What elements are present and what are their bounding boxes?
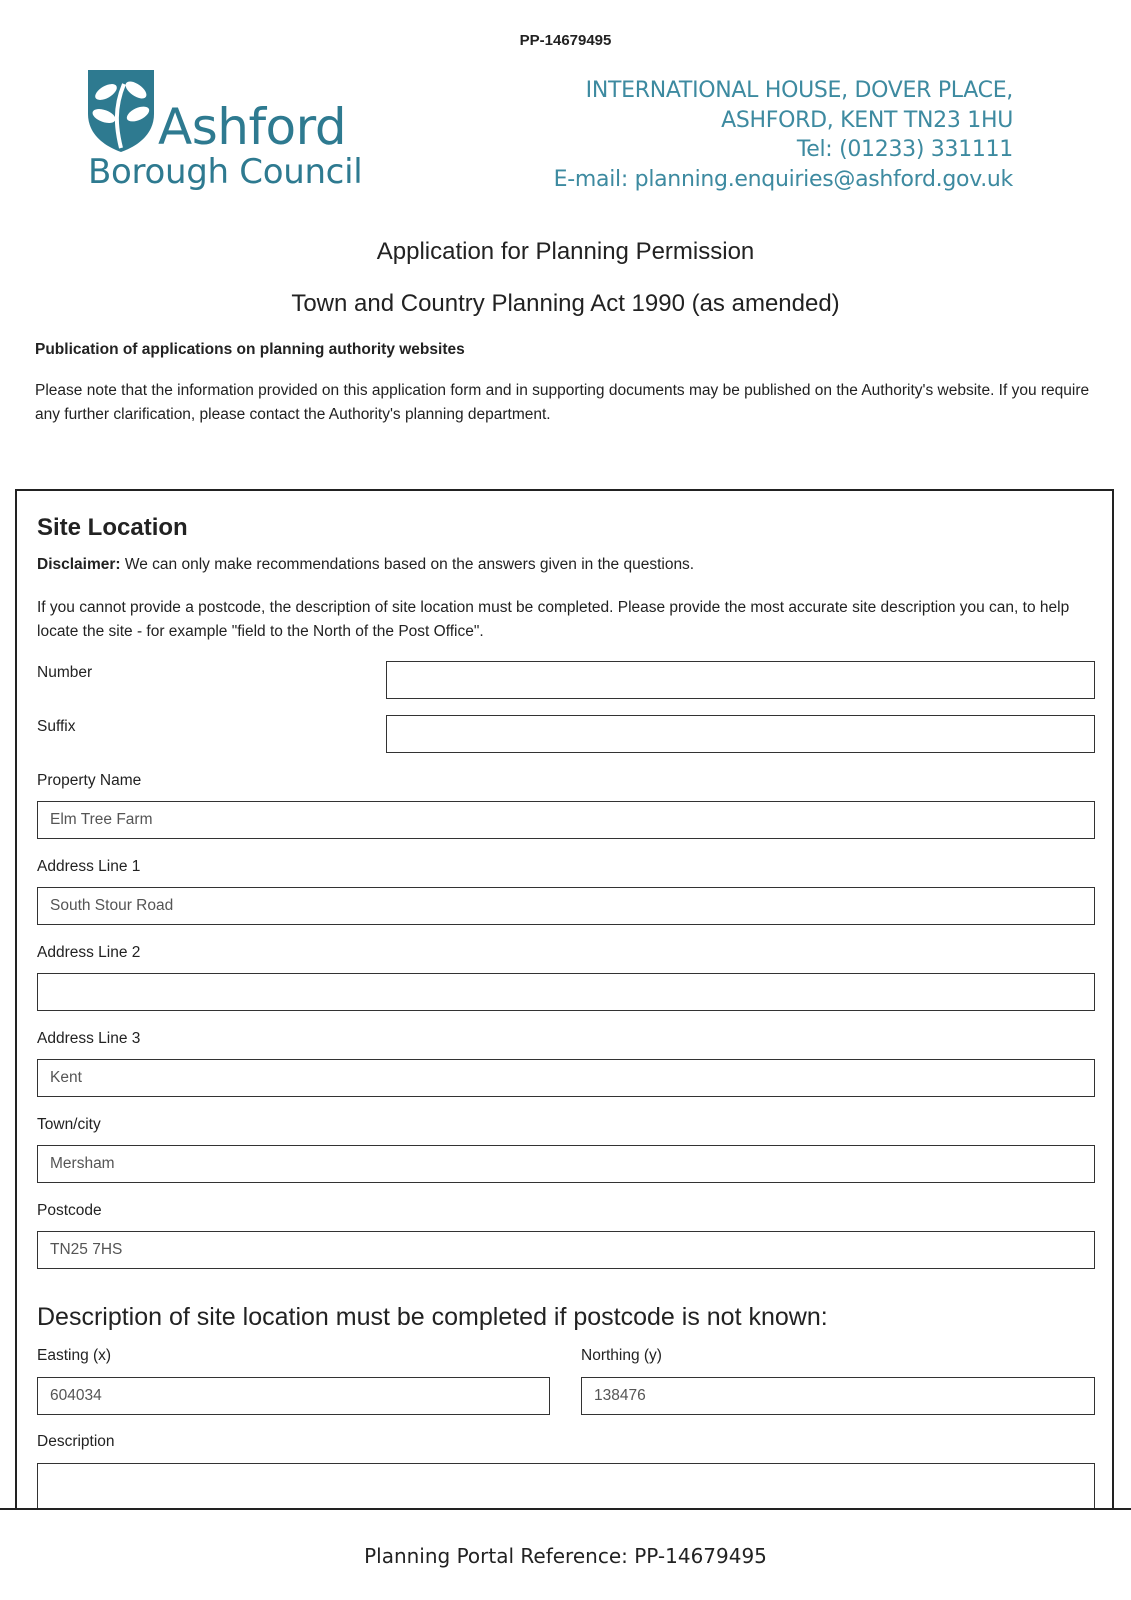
address-line-3-label: Address Line 3 (37, 1030, 141, 1047)
address-line-1-field[interactable]: South Stour Road (37, 887, 1095, 925)
address-line-2-label: Address Line 2 (37, 944, 141, 961)
leaf-shield-icon (86, 68, 158, 154)
address-line-3-field[interactable]: Kent (37, 1059, 1095, 1097)
suffix-field[interactable] (386, 715, 1095, 753)
address-line-1-label: Address Line 1 (37, 858, 141, 875)
disclaimer-text: We can only make recommendations based on the answers given in the questions. (120, 556, 695, 573)
publication-heading: Publication of applications on planning authority websites (35, 341, 465, 358)
number-field[interactable] (386, 661, 1095, 699)
form-subtitle: Town and Country Planning Act 1990 (as amended) (291, 290, 840, 317)
council-logo (86, 68, 386, 198)
suffix-label: Suffix (37, 718, 76, 735)
footer-reference: Planning Portal Reference: PP-14679495 (364, 1544, 767, 1568)
council-address (554, 76, 1013, 194)
address-line-2-field[interactable] (37, 973, 1095, 1011)
disclaimer (37, 556, 694, 574)
email: E-mail: planning.enquiries@ashford.gov.uk (553, 166, 1013, 192)
postcode-label: Postcode (37, 1202, 102, 1219)
northing-label: Northing (y) (581, 1347, 662, 1364)
easting-label: Easting (x) (37, 1347, 112, 1364)
logo-ashford-text: Ashford (158, 98, 347, 156)
easting-field[interactable]: 604034 (37, 1377, 550, 1415)
telephone: Tel: (01233) 331111 (796, 137, 1013, 162)
disclaimer-label: Disclaimer: (37, 556, 121, 573)
section-title: Site Location (37, 514, 188, 541)
description-field[interactable] (37, 1463, 1095, 1508)
publication-text: Please note that the information provided on this application form and in supporting documents may be published on the Authority's website. If you require any further clarification, please contact the Authority's planning department. (35, 382, 1090, 423)
property-name-field[interactable]: Elm Tree Farm (37, 801, 1095, 839)
town-field[interactable]: Mersham (37, 1145, 1095, 1183)
description-heading: Description of site location must be completed if postcode is not known: (37, 1303, 828, 1331)
reference-number: PP-14679495 (519, 32, 612, 49)
property-name-label: Property Name (37, 772, 142, 789)
address-line: INTERNATIONAL HOUSE, DOVER PLACE, (585, 78, 1013, 103)
northing-field[interactable]: 138476 (581, 1377, 1095, 1415)
page-divider (0, 1508, 1131, 1510)
number-label: Number (37, 664, 93, 681)
site-note: If you cannot provide a postcode, the description of site location must be completed. Please provide the most accurate site description you can, to help locate the site - for example "field to the North of the Post Office". (37, 599, 1070, 640)
postcode-field[interactable]: TN25 7HS (37, 1231, 1095, 1269)
address-line: ASHFORD, KENT TN23 1HU (721, 107, 1013, 133)
description-label: Description (37, 1433, 115, 1450)
town-label: Town/city (37, 1116, 101, 1133)
form-title: Application for Planning Permission (376, 238, 755, 265)
logo-borough-text: Borough Council (88, 152, 363, 192)
